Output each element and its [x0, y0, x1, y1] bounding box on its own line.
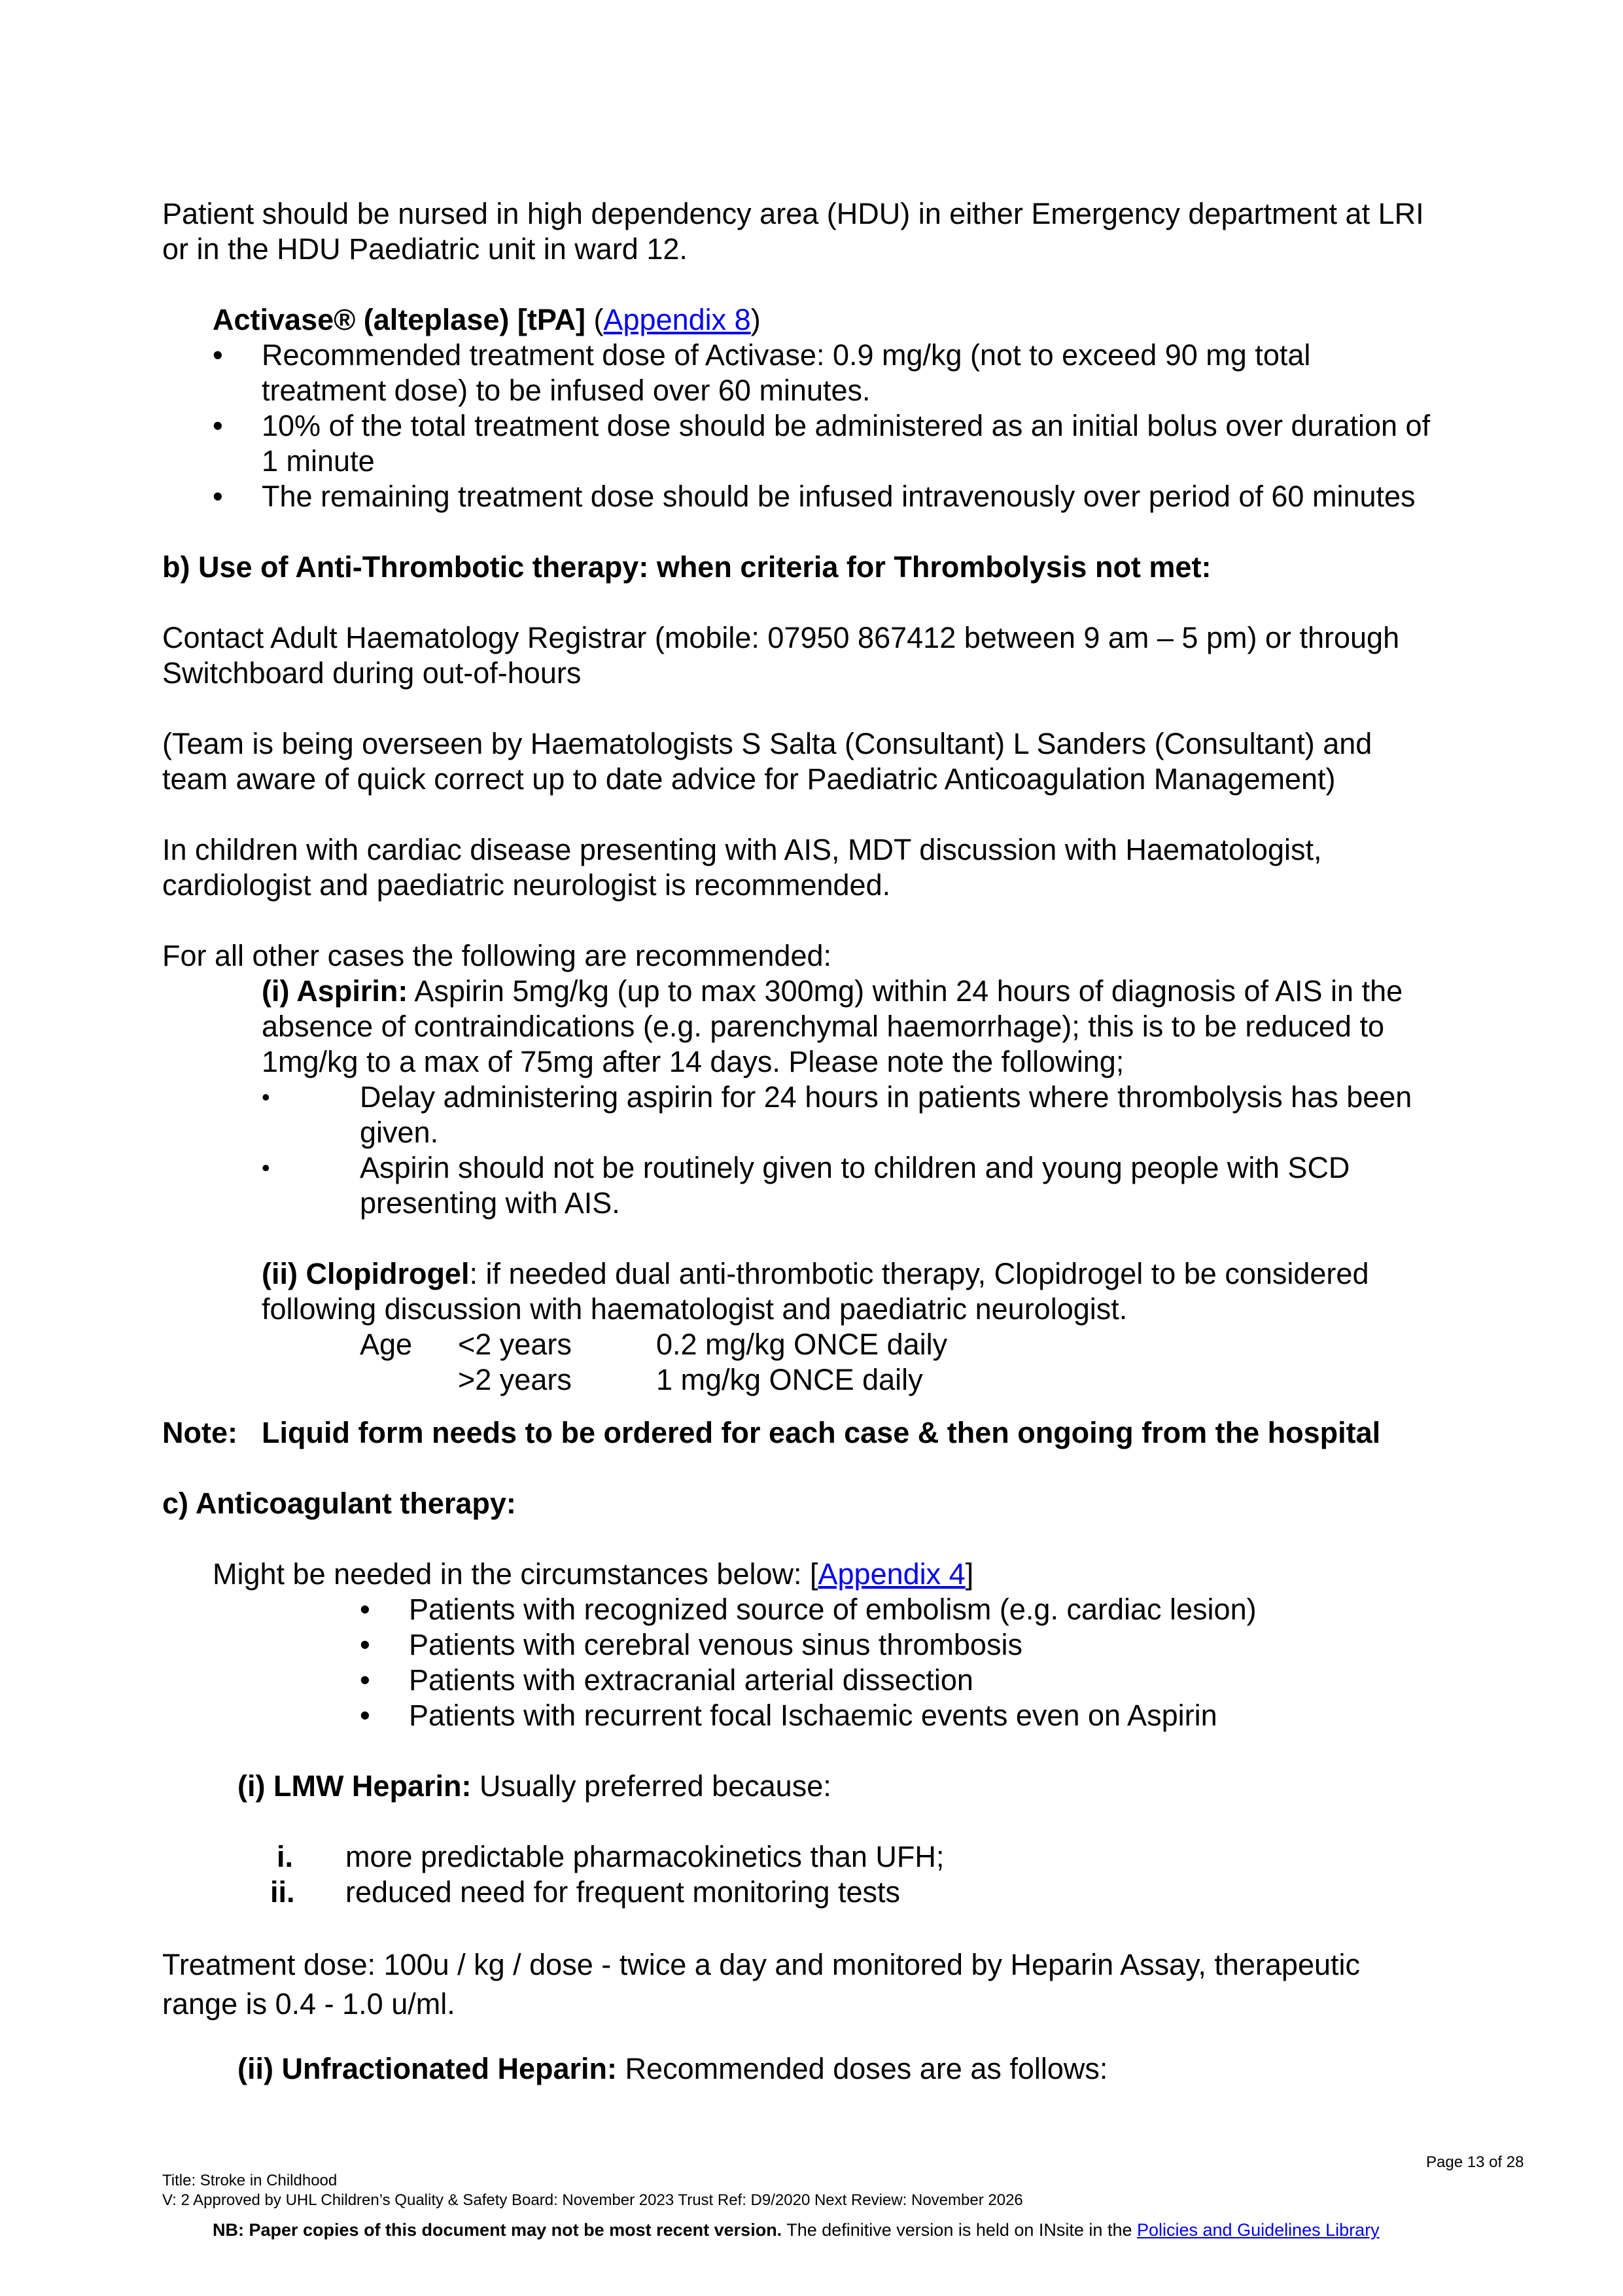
bullet-icon: •: [213, 338, 223, 372]
lmw-heparin-line: [237, 1769, 831, 1804]
section-b-heading: b) Use of Anti-Thrombotic therapy: when criteria for Thrombolysis not met:: [162, 550, 1212, 584]
dose-row-2-dose: 1 mg/kg ONCE daily: [656, 1363, 923, 1396]
lmw-item-2-num: ii.: [270, 1875, 295, 1909]
dose-row-1-dose: 0.2 mg/kg ONCE daily: [656, 1328, 948, 1361]
clopidrogel-label: (ii) Clopidrogel: [262, 1257, 470, 1290]
lmw-item-1-text: more predictable pharmacokinetics than UFH;: [345, 1840, 945, 1873]
bullet-icon: •: [213, 409, 223, 442]
lmw-item-2-text: reduced need for frequent monitoring tests: [345, 1875, 901, 1909]
lmw-item-1-num: i.: [277, 1840, 294, 1873]
section-c-heading: c) Anticoagulant therapy:: [162, 1487, 516, 1520]
aspirin-text: Aspirin 5mg/kg (up to max 300mg) within 24 hours of diagnosis of AIS in the: [408, 974, 1403, 1008]
lmw-heparin-text: Usually preferred because:: [471, 1769, 831, 1803]
anticoag-bullet-2: Patients with cerebral venous sinus thrombosis: [409, 1628, 1022, 1661]
bullet-icon: •: [360, 1628, 370, 1661]
aspirin-bullet-2-line-2: presenting with AIS.: [360, 1186, 620, 1220]
aspirin-line-3: 1mg/kg to a max of 75mg after 14 days. Please note the following;: [262, 1045, 1125, 1078]
aspirin-line-2: absence of contraindications (e.g. parenchymal haemorrhage); this is to be reduced to: [262, 1010, 1384, 1043]
aspirin-line-1: [262, 974, 1403, 1009]
clopidrogel-text: : if needed dual anti-thrombotic therapy, Clopidrogel to be considered: [469, 1257, 1369, 1290]
treatment-line-1: Treatment dose: 100u / kg / dose - twice a day and monitored by Heparin Assay, therapeutic: [162, 1948, 1361, 1981]
activase-heading-line: [213, 302, 761, 338]
page-number: Page 13 of 28: [1426, 2153, 1524, 2171]
ufh-label: (ii) Unfractionated Heparin:: [237, 2052, 618, 2085]
intro-line-2: or in the HDU Paediatric unit in ward 12.: [162, 232, 688, 266]
team-line-2: team aware of quick correct up to date advice for Paediatric Anticoagulation Management): [162, 762, 1336, 796]
treatment-line-2: range is 0.4 - 1.0 u/ml.: [162, 1987, 455, 2021]
ufh-text: Recommended doses are as follows:: [617, 2052, 1108, 2085]
might-be-needed-line: [213, 1557, 973, 1592]
intro-line-1: Patient should be nursed in high dependency area (HDU) in either Emergency department at LRI: [162, 197, 1424, 230]
policies-library-link[interactable]: Policies and Guidelines Library: [1136, 2220, 1380, 2240]
lmw-heparin-label: (i) LMW Heparin:: [237, 1769, 472, 1803]
clopidrogel-line-1: [262, 1256, 1369, 1292]
aspirin-bullet-2-line-1: Aspirin should not be routinely given to children and young people with SCD: [360, 1151, 1350, 1184]
activase-heading: Activase® (alteplase) [tPA]: [213, 303, 585, 336]
note-label: Note:: [162, 1416, 237, 1449]
team-line-1: (Team is being overseen by Haematologists S Salta (Consultant) L Sanders (Consultant) and: [162, 727, 1372, 760]
footer-title: Title: Stroke in Childhood: [162, 2172, 338, 2189]
footer-nb-text: The definitive version is held on INsite in the: [782, 2220, 1137, 2240]
clopidrogel-line-2: following discussion with haematologist and paediatric neurologist.: [262, 1292, 1128, 1326]
aspirin-bullet-1-line-1: Delay administering aspirin for 24 hours in patients where thrombolysis has been: [360, 1080, 1412, 1114]
bullet-icon: •: [360, 1663, 370, 1697]
aspirin-label: (i) Aspirin:: [262, 974, 408, 1008]
bullet-icon: •: [360, 1699, 370, 1732]
might-text: Might be needed in the circumstances below: [: [213, 1557, 818, 1591]
anticoag-bullet-4: Patients with recurrent focal Ischaemic events even on Aspirin: [409, 1699, 1217, 1732]
other-cases-line: For all other cases the following are recommended:: [162, 939, 832, 972]
appendix-4-link[interactable]: Appendix 4: [818, 1557, 966, 1591]
activase-bullet-2-line-1: 10% of the total treatment dose should be administered as an initial bolus over duration of: [262, 409, 1431, 442]
ufh-line: [237, 2051, 1108, 2087]
activase-open-paren: (: [585, 303, 604, 336]
footer-version: V: 2 Approved by UHL Children’s Quality & Safety Board: November 2023 Trust Ref: D9/2020 Next Review: November 2026: [162, 2191, 1023, 2209]
bullet-icon: •: [213, 480, 223, 513]
cardiac-line-2: cardiologist and paediatric neurologist is recommended.: [162, 868, 891, 902]
activase-bullet-2-line-2: 1 minute: [262, 444, 375, 478]
contact-line-2: Switchboard during out-of-hours: [162, 656, 582, 690]
cardiac-line-1: In children with cardiac disease presenting with AIS, MDT discussion with Haematologist,: [162, 833, 1322, 866]
dose-row-2-age: >2 years: [458, 1363, 572, 1396]
bullet-icon: •: [262, 1154, 270, 1181]
footer-nb: [213, 2220, 1380, 2240]
bullet-icon: •: [262, 1084, 270, 1110]
activase-bullet-3-line-1: The remaining treatment dose should be infused intravenously over period of 60 minutes: [262, 480, 1416, 513]
might-close: ]: [965, 1557, 974, 1591]
contact-line-1: Contact Adult Haematology Registrar (mobile: 07950 867412 between 9 am – 5 pm) or through: [162, 621, 1400, 654]
appendix-8-link[interactable]: Appendix 8: [603, 303, 751, 336]
aspirin-bullet-1-line-2: given.: [360, 1116, 439, 1149]
activase-bullet-1-line-2: treatment dose) to be infused over 60 minutes.: [262, 374, 871, 407]
activase-bullet-1-line-1: Recommended treatment dose of Activase: 0.9 mg/kg (not to exceed 90 mg total: [262, 338, 1311, 372]
note-text: Liquid form needs to be ordered for each case & then ongoing from the hospital: [262, 1416, 1381, 1449]
bullet-icon: •: [360, 1593, 370, 1626]
activase-close-paren: ): [750, 303, 761, 336]
dose-row-1-age: <2 years: [458, 1328, 572, 1361]
anticoag-bullet-3: Patients with extracranial arterial dissection: [409, 1663, 973, 1697]
anticoag-bullet-1: Patients with recognized source of embolism (e.g. cardiac lesion): [409, 1593, 1257, 1626]
dose-age-label: Age: [360, 1328, 413, 1361]
footer-nb-bold: NB: Paper copies of this document may not be most recent version.: [213, 2220, 782, 2240]
